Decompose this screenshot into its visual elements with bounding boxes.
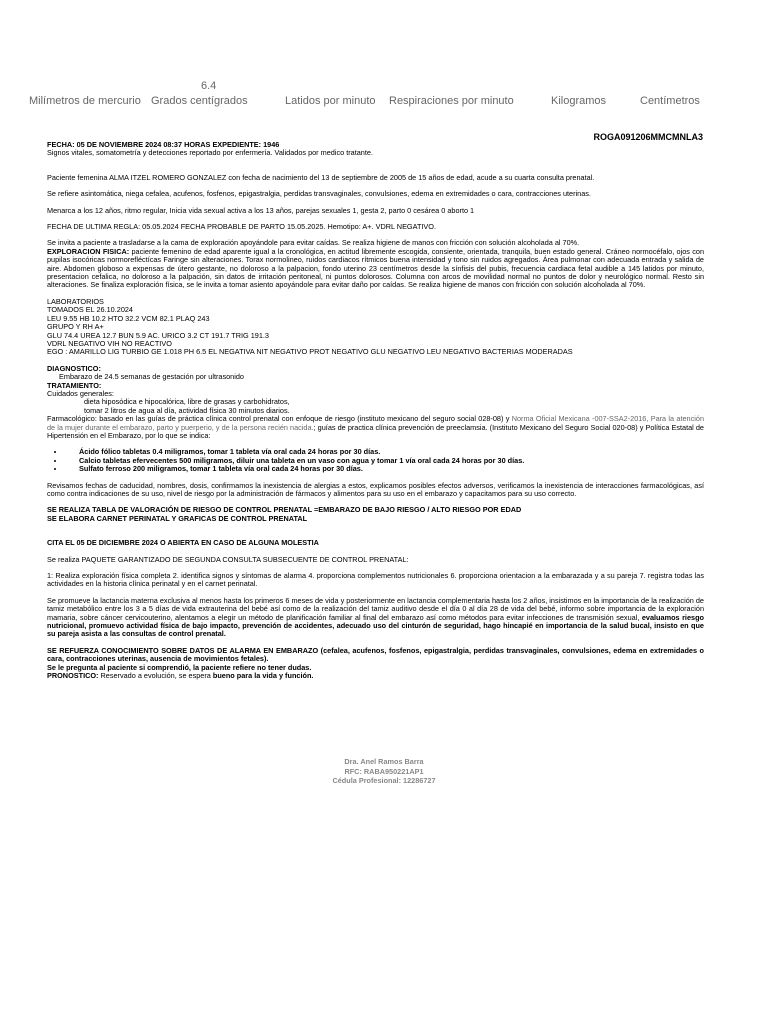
symptoms-text: Se refiere asintomática, niega cefalea, acufenos, fosfenos, epigastralgia, perdidas transvaginales, convulsiones, edema en extremidades o cara, contracciones uterinas. — [47, 189, 591, 199]
vital-signs-header — [0, 78, 768, 118]
gyneco-history: Menarca a los 12 años, ritmo regular, Inicia vida sexual activa a los 13 años, parejas sexuales 1, gesta 2, parto 0 cesárea 0 aborto 1 — [47, 205, 475, 215]
understanding-check: Se le pregunta al paciente si comprendió, la paciente refiere no tener dudas. — [47, 662, 312, 672]
package-steps: 1: Realiza exploración física completa 2. identifica signos y síntomas de alarma 4. proporciona complementos nutricionales 6. proporciona orientacion a la embarazada y a su pareja 7. registra todas las actividades en la historia clínica perinatal y en el carnet perinatal. — [47, 571, 704, 589]
water-text: tomar 2 litros de agua al día, actividad física 30 minutos diarios. — [84, 405, 290, 415]
patient-code: ROGA091206MMCMNLA3 — [593, 132, 703, 142]
prognosis-bold: bueno para la vida y función. — [212, 671, 314, 681]
lab-line: GLU 74.4 UREA 12.7 BUN 5.9 AC. URICO 3.2 CT 191.7 TRIG 191.3 — [47, 330, 269, 340]
pharmacologic-text — [47, 415, 704, 440]
exam-label: EXPLORACION FISICA: — [47, 246, 130, 256]
alarm-signs — [47, 647, 704, 664]
package-line: Se realiza PAQUETE GARANTIZADO DE SEGUNDA CONSULTA SUBSECUENTE DE CONTROL PRENATAL: — [47, 554, 409, 564]
doctor-license: Cédula Profesional: 12286727 — [332, 776, 436, 785]
treatment-label: TRATAMIENTO: — [47, 380, 102, 390]
medication-item: • Calcio tabletas efervecentes 500 miligramos, diluir una tableta en un vaso con agua y tomar 1 vía oral cada 24 horas por 30 días. — [65, 457, 704, 465]
diagnosis-text: Embarazo de 24.5 semanas de gestación por ultrasonido — [59, 372, 244, 382]
diagnosis-label: DIAGNOSTICO: — [47, 363, 101, 373]
lab-line: LEU 9.55 HB 10.2 HTO 32.2 VCM 82.1 PLAQ 243 — [47, 313, 210, 323]
diet-text: dieta hiposódica e hipocalórica, libre de grasas y carbohidratos, — [84, 397, 290, 407]
doctor-name: Dra. Anel Ramos Barra — [344, 757, 424, 766]
vital-unit-weight: Kilogramos — [551, 95, 607, 107]
general-care-label: Cuidados generales: — [47, 388, 114, 398]
health-promotion — [47, 597, 704, 639]
doctor-rfc: RFC: RABA950221AP1 — [344, 766, 424, 776]
lab-line: VDRL NEGATIVO VIH NO REACTIVO — [47, 338, 172, 348]
medication-list — [47, 448, 704, 473]
lab-line: GRUPO Y RH A+ — [47, 322, 104, 332]
vital-unit-height: Centímetros — [640, 95, 700, 107]
promotion-bold: evaluamos riesgo nutricional, promuevo actividad física de bajo impacto, prevención de accidentes, adecuado uso del cinturón de seguridad, hago hincapié en importancia de la salud bucal, insisto en que su pareja asista a las consultas de control prenatal. — [47, 612, 704, 639]
lab-results — [47, 298, 704, 357]
vital-unit-pressure: Milímetros de mercurio — [29, 95, 141, 107]
promotion-text: Se promueve la lactancia materna exclusiva al menos hasta los primeros 6 meses de vida y posteriormente en lactancia complementaria hasta los 2 años, insistimos en la importancia de la realización de tamiz metabólico entre los 3 a 5 días de vida extrauterina del bebé así como de la realización del tamiz auditivo desde el día 0 al día 28 de vida del bebé, informo sobre importancia de la exploración mamaria, sobre cáncer cervicouterino, alentamos a elegir un método de planificación familiar al final del embarazo así como métodos para evitar infecciones de transmisión sexual, — [47, 595, 704, 622]
date-record-line: FECHA: 05 DE NOVIEMBRE 2024 08:37 HORAS EXPEDIENTE: 1946 — [47, 140, 280, 149]
alarm-title: SE REFUERZA CONOCIMIENTO SOBRE DATOS DE ALARMA EN EMBARAZO — [47, 645, 319, 655]
perinatal-card: SE ELABORA CARNET PERINATAL Y GRAFICAS DE CONTROL PRENATAL — [47, 513, 308, 523]
pharma-text-a: Farmacológico: basado en las guías de práctica clínica control prenatal con enfoque de riesgo (instituto mexicano del seguro social 028-08) y — [47, 414, 512, 424]
medication-review: Revisamos fechas de caducidad, nombres, dosis, confirmamos la inexistencia de alergias a estos, explicamos posibles efectos adversos, verificamos la inexistencia de interacciones farmacológicas, así como contra indicaciones de su uso, nivel de riesgo por la administración de fármacos y alimentos para su uso en el embarazo y capacitamos para su uso correcto. — [47, 480, 704, 498]
lab-line: TOMADOS EL 26.10.2024 — [47, 305, 133, 315]
prognosis — [47, 672, 704, 680]
vital-value: 6.4 — [201, 80, 217, 92]
exam-text: paciente femenino de edad aparente igual a la cronológica, en actitud libremente escogida, consiente, orientada, tranquila, buen estado general. Cráneo normocéfalo, ojos con pupilas isocóricas normorefléctícas Faringe sin alteraciones. Torax normolineo, ruidos cardiacos rítmicos buena intensidad y tono sin ruidos agregados. Área pulmonar con adecuada entrada y salida de aire. Abdomen globoso a expensas de útero gestante, no doloroso a la palpacion, fondo uterino 23 centímetros desde la sínfisis del pubis, frecuencia cardiaca fetal audible a 145 latidos por minuto, presentacion cefalica, no doloroso a la palpación, sin datos de irritación peritoneal, ni puntos dolorosos. Columna con arcos de movilidad normal no puntos de dolor y neurológico normal. Resto sin alteraciones. Se finaliza exploración física, se le invita a tomar asiento apoyándole para evitar daño por caídas. Se realiza higiene de manos con fricción con solución alcoholada al 70%. — [47, 246, 705, 290]
medication-item: • Ácido fólico tabletas 0.4 miligramos, tomar 1 tableta vía oral cada 24 horas por 30 días. — [65, 448, 704, 456]
prognosis-label: PRONOSTICO: — [47, 671, 99, 681]
patient-presentation: Paciente femenina ALMA ITZEL ROMERO GONZALEZ con fecha de nacimiento del 13 de septiembre de 2005 de 15 años de edad, acude a su cuarta consulta prenatal. — [47, 172, 595, 182]
pharma-text-c: ; guías de practica clínica prevención de preeclamsia. (Instituto Mexicano del Seguro Social 020-08) y Política Estatal de Hipertensión en el Embarazo, por lo que se indica: — [47, 422, 704, 440]
vital-unit-heart-rate: Latidos por minuto — [285, 95, 376, 107]
nom-reference: Norma Oficial Mexicana -007-SSA2-2016, Para la atención de la mujer durante el embarazo, parto y puerperio, y de la persona recién nacida. — [47, 414, 705, 432]
lab-line: EGO : AMARILLO LIG TURBIO GE 1.018 PH 6.5 EL NEGATIVA NIT NEGATIVO PROT NEGATIVO GLU NEGATIVO LEU NEGATIVO BACTERIAS MODERADAS — [47, 347, 573, 357]
next-appointment: CITA EL 05 DE DICIEMBRE 2024 O ABIERTA EN CASO DE ALGUNA MOLESTIA — [47, 538, 319, 548]
vital-unit-temperature: Grados centígrados — [151, 95, 248, 107]
last-menstrual-date: FECHA DE ULTIMA REGLA: 05.05.2024 FECHA PROBABLE DE PARTO 15.05.2025. Hemotipo: A+. VDRL NEGATIVO. — [47, 222, 436, 232]
clinical-note — [47, 141, 704, 681]
medication-item: • Sulfato ferroso 200 miligramos, tomar 1 tableta vía oral cada 24 horas por 30 días. — [65, 465, 704, 473]
exam-invite: Se invita a paciente a trasladarse a la cama de exploración apoyándole para evitar caídas. Se realiza higiene de manos con fricción con solución alcoholada al 70%. — [47, 238, 580, 248]
lab-line: LABORATORIOS — [47, 296, 104, 306]
prognosis-text: Reservado a evolución, se espera — [98, 671, 213, 681]
physical-exam — [47, 248, 704, 290]
vitals-note: Signos vitales, somatometría y detecciones reportado por enfermería. Validados por medico tratante. — [47, 148, 373, 158]
vital-unit-resp-rate: Respiraciones por minuto — [389, 95, 514, 107]
signature-block — [0, 757, 768, 786]
risk-assessment: SE REALIZA TABLA DE VALORACIÓN DE RIESGO DE CONTROL PRENATAL =EMBARAZO DE BAJO RIESGO / ALTO RIESGO POR EDAD — [47, 505, 522, 515]
alarm-list: (cefalea, acufenos, fosfenos, epigastralgia, perdidas transvaginales, convulsiones, edema en extremidades o cara, contracciones uterinas, ausencia de movimientos fetales). — [47, 645, 704, 664]
